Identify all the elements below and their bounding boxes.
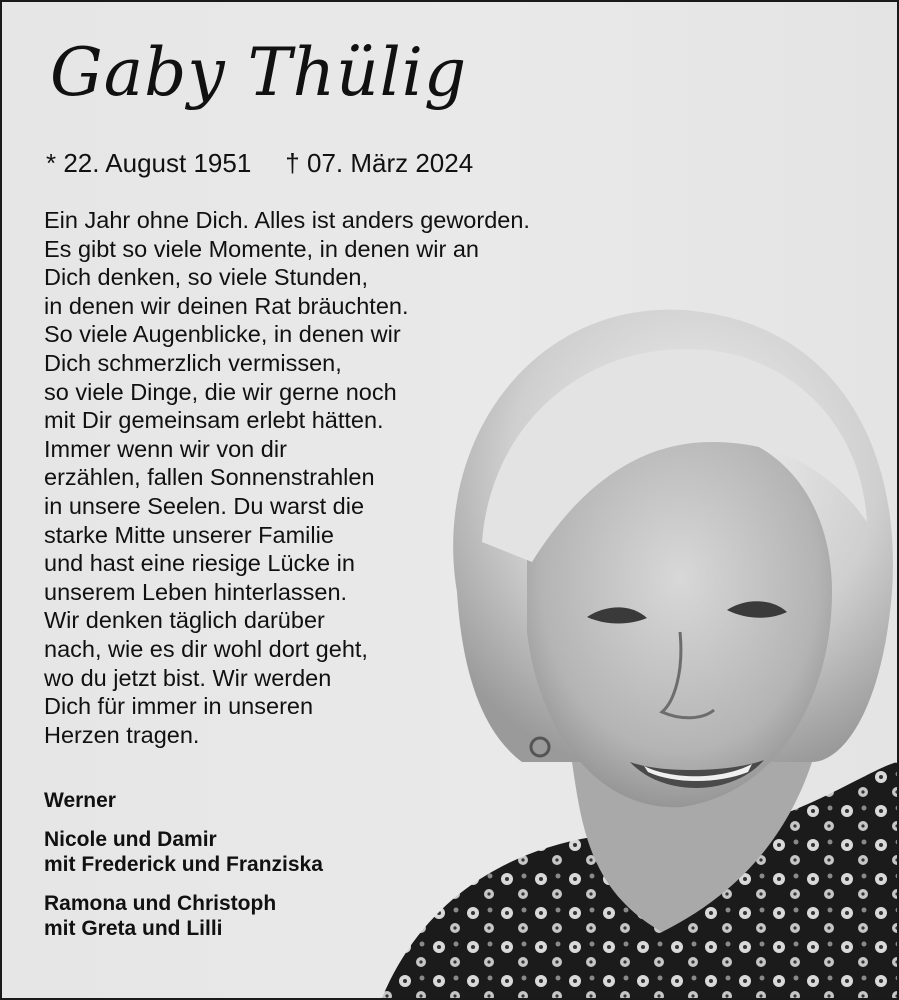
memorial-poem — [44, 206, 644, 749]
mourner-group — [44, 788, 323, 813]
poem-line: Dich denken, so viele Stunden, — [44, 264, 368, 291]
mourner-signatures — [44, 788, 323, 955]
poem-line: nach, wie es dir wohl dort geht, — [44, 635, 368, 662]
mourner-line: Werner — [44, 789, 116, 812]
poem-line: und hast eine riesige Lücke in — [44, 550, 355, 577]
poem-line: so viele Dinge, die wir gerne noch — [44, 378, 397, 405]
poem-line: unserem Leben hinterlassen. — [44, 578, 348, 605]
mourner-line: Nicole und Damir — [44, 828, 217, 851]
poem-line: Wir denken täglich darüber — [44, 607, 325, 634]
poem-line: Immer wenn wir von dir — [44, 435, 287, 462]
mourner-group — [44, 891, 323, 941]
poem-line: starke Mitte unserer Familie — [44, 521, 334, 548]
poem-line: erzählen, fallen Sonnenstrahlen — [44, 464, 375, 491]
life-dates — [46, 150, 473, 176]
poem-line: Dich für immer in unseren — [44, 693, 314, 720]
poem-line: wo du jetzt bist. Wir werden — [44, 664, 332, 691]
poem-line: in denen wir deinen Rat bräuchten. — [44, 292, 409, 319]
poem-line: in unsere Seelen. Du warst die — [44, 492, 365, 519]
poem-line: So viele Augenblicke, in denen wir — [44, 321, 401, 348]
mourner-line: Ramona und Christoph — [44, 892, 277, 915]
mourner-line: mit Frederick und Franziska — [44, 853, 323, 876]
death-date: † 07. März 2024 — [285, 148, 474, 178]
poem-line: Herzen tragen. — [44, 721, 200, 748]
poem-line: Dich schmerzlich vermissen, — [44, 349, 342, 376]
deceased-name: Gaby Thülig — [50, 34, 468, 111]
mourner-line: mit Greta und Lilli — [44, 917, 223, 940]
poem-line: Es gibt so viele Momente, in denen wir an — [44, 235, 479, 262]
mourner-group — [44, 827, 323, 877]
birth-date: * 22. August 1951 — [46, 148, 252, 178]
poem-line: mit Dir gemeinsam erlebt hätten. — [44, 407, 384, 434]
poem-line: Ein Jahr ohne Dich. Alles ist anders geworden. — [44, 207, 530, 233]
